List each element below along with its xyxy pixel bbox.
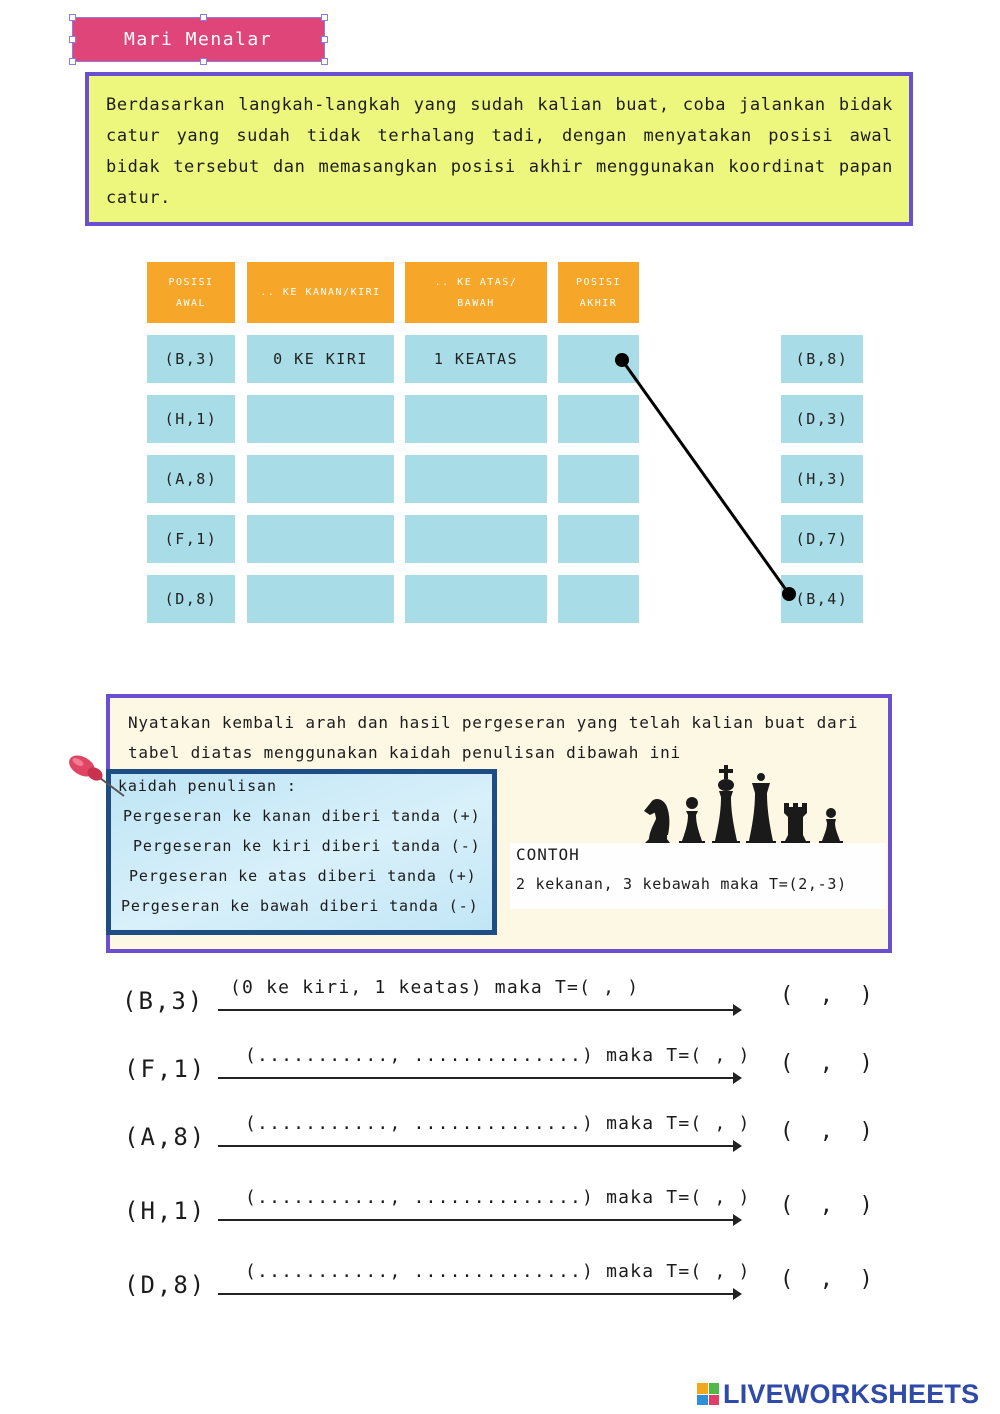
cell-posisi-akhir[interactable] — [558, 335, 639, 383]
instruction-text: Berdasarkan langkah-langkah yang sudah kalian buat, coba jalankan bidak catur yang sudah tidak terhalang tadi, dengan menyatakan posisi awal bidak tersebut dan memasangkan posisi akhir menggunakan koordinat papan catur. — [106, 95, 893, 208]
answer-result-input[interactable]: ( , ) — [780, 1119, 873, 1144]
answer-result-input[interactable]: ( , ) — [780, 1051, 873, 1076]
footer-brand: LIVEWORKSHEETS — [723, 1378, 980, 1409]
chess-pieces-icon — [640, 763, 852, 850]
pushpin-icon — [62, 748, 132, 800]
cell-atas-bawah[interactable] — [405, 455, 547, 503]
cell-kanan-kiri[interactable] — [247, 575, 394, 623]
rules-intro: Nyatakan kembali arah dan hasil pergeseran yang telah kalian buat dari tabel diatas menggunakan kaidah penulisan dibawah ini — [128, 713, 859, 762]
cell-posisi-akhir[interactable] — [558, 575, 639, 623]
cell-atas-bawah[interactable] — [405, 515, 547, 563]
instruction-box — [85, 72, 913, 226]
cell-posisi-akhir[interactable] — [558, 455, 639, 503]
header-posisi-akhir: POSISI AKHIR — [558, 262, 639, 323]
answer-arrow — [218, 1077, 740, 1079]
resize-handle — [200, 58, 207, 65]
cell-posisi-akhir[interactable] — [558, 515, 639, 563]
option-posisi-akhir[interactable]: (B,4) — [781, 575, 863, 623]
cell-kanan-kiri[interactable] — [247, 395, 394, 443]
title-badge-text: Mari Menalar — [124, 29, 273, 50]
answer-result-input[interactable]: ( , ) — [780, 1193, 873, 1218]
example-label: CONTOH — [516, 845, 580, 864]
answer-shift-input[interactable]: (..........., ..............) maka T=( , ) — [245, 1113, 751, 1134]
cell-posisi-awal: (B,3) — [147, 335, 235, 383]
cell-atas-bawah[interactable] — [405, 395, 547, 443]
example-text: 2 kekanan, 3 kebawah maka T=(2,-3) — [516, 875, 847, 893]
cell-posisi-akhir[interactable] — [558, 395, 639, 443]
resize-handle — [321, 58, 328, 65]
option-posisi-akhir[interactable]: (B,8) — [781, 335, 863, 383]
header-atas-bawah: .. KE ATAS/ BAWAH — [405, 262, 547, 323]
cell-atas-bawah[interactable]: 1 KEATAS — [405, 335, 547, 383]
cell-posisi-awal: (F,1) — [147, 515, 235, 563]
header-posisi-awal: POSISI AWAL — [147, 262, 235, 323]
answer-start-position: (H,1) — [124, 1197, 207, 1225]
option-posisi-akhir[interactable]: (D,3) — [781, 395, 863, 443]
answer-shift-input[interactable]: (..........., ..............) maka T=( , ) — [245, 1187, 751, 1208]
logo-mark-icon — [697, 1383, 719, 1405]
answer-shift-input[interactable]: (..........., ..............) maka T=( , ) — [245, 1261, 751, 1282]
answer-shift-input[interactable]: (0 ke kiri, 1 keatas) maka T=( , ) — [230, 977, 640, 998]
resize-handle — [321, 36, 328, 43]
kaidah-heading: kaidah penulisan : — [118, 777, 297, 795]
answer-shift-input[interactable]: (..........., ..............) maka T=( , ) — [245, 1045, 751, 1066]
kaidah-line: Pergeseran ke kiri diberi tanda (-) — [133, 837, 481, 855]
cell-posisi-awal: (D,8) — [147, 575, 235, 623]
kaidah-line: Pergeseran ke kanan diberi tanda (+) — [123, 807, 481, 825]
resize-handle — [69, 58, 76, 65]
resize-handle — [69, 36, 76, 43]
cell-kanan-kiri[interactable]: 0 KE KIRI — [247, 335, 394, 383]
option-posisi-akhir[interactable]: (H,3) — [781, 455, 863, 503]
liveworksheets-logo — [697, 1379, 979, 1409]
kaidah-line: Pergeseran ke bawah diberi tanda (-) — [121, 897, 479, 915]
selection-frame — [72, 17, 325, 62]
answer-start-position: (A,8) — [124, 1123, 207, 1151]
answer-arrow — [218, 1145, 740, 1147]
answer-result-input[interactable]: ( , ) — [780, 983, 873, 1008]
cell-kanan-kiri[interactable] — [247, 515, 394, 563]
cell-posisi-awal: (A,8) — [147, 455, 235, 503]
cell-posisi-awal: (H,1) — [147, 395, 235, 443]
cell-atas-bawah[interactable] — [405, 575, 547, 623]
header-kanan-kiri: .. KE KANAN/KIRI — [247, 262, 394, 323]
kaidah-line: Pergeseran ke atas diberi tanda (+) — [129, 867, 477, 885]
connector-line — [622, 360, 789, 594]
resize-handle — [321, 14, 328, 21]
answer-start-position: (D,8) — [124, 1271, 207, 1299]
answer-arrow — [218, 1293, 740, 1295]
resize-handle — [69, 14, 76, 21]
cell-kanan-kiri[interactable] — [247, 455, 394, 503]
answer-arrow — [218, 1009, 740, 1011]
option-posisi-akhir[interactable]: (D,7) — [781, 515, 863, 563]
answer-arrow — [218, 1219, 740, 1221]
answer-start-position: (B,3) — [122, 987, 205, 1015]
resize-handle — [200, 14, 207, 21]
answer-start-position: (F,1) — [124, 1055, 207, 1083]
answer-result-input[interactable]: ( , ) — [780, 1267, 873, 1292]
